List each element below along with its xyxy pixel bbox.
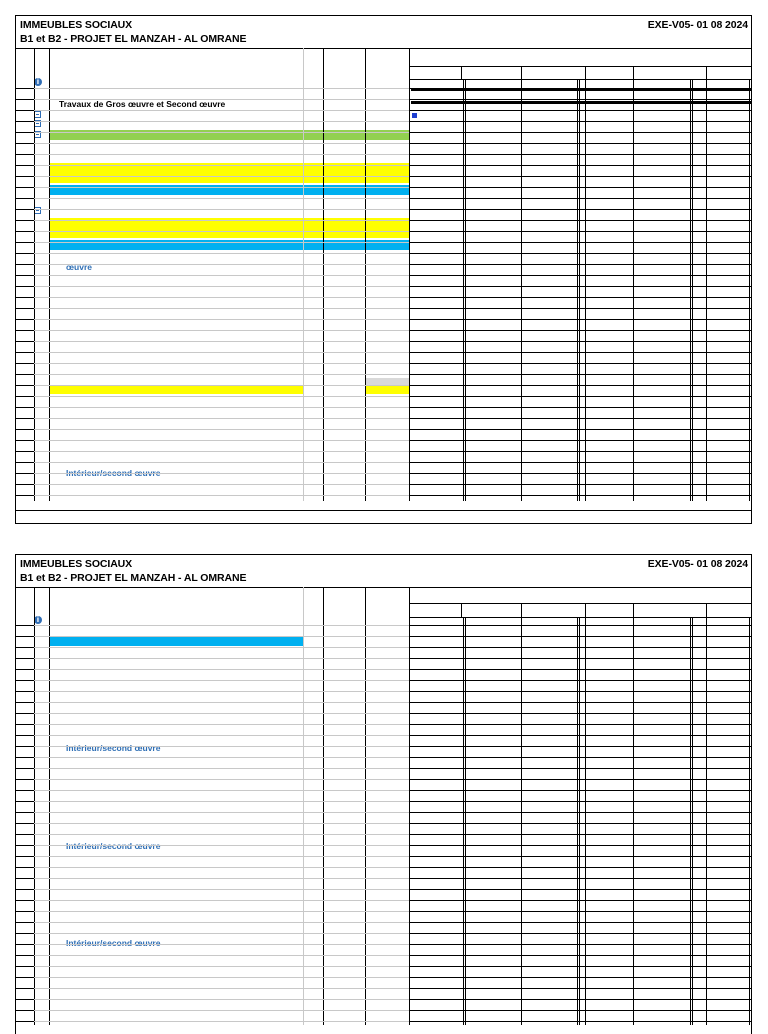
row-divider	[16, 724, 34, 725]
row-divider	[16, 220, 34, 221]
timeline-scale-tick	[585, 66, 586, 79]
timeline-column-line	[706, 617, 707, 1025]
row-divider	[34, 999, 409, 1000]
row-divider	[16, 396, 34, 397]
summary-bar	[411, 88, 751, 91]
row-divider	[409, 275, 751, 276]
row-divider	[34, 341, 409, 342]
row-divider	[409, 658, 751, 659]
row-divider	[34, 680, 409, 681]
section-title: Travaux de Gros œuvre et Second œuvre	[59, 99, 226, 109]
column-divider	[409, 587, 410, 1025]
column-divider	[49, 587, 50, 1025]
row-divider	[409, 823, 751, 824]
row-divider	[34, 220, 409, 221]
task-marker-icon	[412, 113, 417, 118]
row-divider	[409, 187, 751, 188]
row-divider	[409, 440, 751, 441]
row-divider	[16, 385, 34, 386]
row-divider	[16, 658, 34, 659]
timeline-column-line	[577, 617, 578, 1025]
row-divider	[409, 231, 751, 232]
timeline-column-line	[633, 617, 634, 1025]
row-divider	[34, 691, 409, 692]
row-divider	[409, 385, 751, 386]
row-divider	[34, 779, 409, 780]
row-divider	[16, 966, 34, 967]
row-divider	[409, 484, 751, 485]
row-divider	[34, 407, 409, 408]
row-divider	[16, 187, 34, 188]
row-divider	[34, 462, 409, 463]
row-divider	[16, 154, 34, 155]
column-divider	[303, 587, 304, 1025]
row-divider	[34, 823, 409, 824]
row-divider	[409, 99, 751, 100]
row-divider	[34, 88, 409, 89]
row-divider	[409, 669, 751, 670]
column-divider	[34, 587, 35, 1025]
row-divider	[34, 900, 409, 901]
row-divider	[16, 746, 34, 747]
row-divider	[16, 341, 34, 342]
row-divider	[409, 999, 751, 1000]
timeline-column-line	[749, 617, 750, 1025]
row-divider	[409, 1021, 751, 1022]
row-divider	[16, 647, 34, 648]
header-title-line1: IMMEUBLES SOCIAUX	[20, 558, 133, 570]
row-divider	[34, 198, 409, 199]
row-divider	[409, 451, 751, 452]
row-divider	[16, 275, 34, 276]
row-divider	[34, 473, 409, 474]
header-version: EXE-V05- 01 08 2024	[647, 19, 748, 31]
row-divider	[34, 451, 409, 452]
row-divider	[16, 253, 34, 254]
row-divider	[34, 352, 409, 353]
row-divider	[16, 264, 34, 265]
timeline-column-line	[751, 617, 752, 1025]
row-divider	[16, 856, 34, 857]
row-divider	[409, 900, 751, 901]
row-divider	[34, 988, 409, 989]
row-divider	[16, 429, 34, 430]
row-divider	[16, 933, 34, 934]
row-divider	[34, 669, 409, 670]
row-divider	[16, 319, 34, 320]
row-divider	[34, 121, 409, 122]
row-divider	[16, 977, 34, 978]
header-title-line1: IMMEUBLES SOCIAUX	[20, 19, 133, 31]
row-divider	[16, 286, 34, 287]
row-divider	[34, 308, 409, 309]
row-divider	[34, 99, 409, 100]
timeline-column-line	[690, 617, 691, 1025]
row-divider	[34, 625, 409, 626]
row-divider	[16, 297, 34, 298]
row-divider	[409, 834, 751, 835]
row-divider	[16, 1021, 34, 1022]
row-divider	[409, 154, 751, 155]
row-divider	[16, 198, 34, 199]
timeline-scale-tick	[521, 603, 522, 617]
row-divider	[34, 253, 409, 254]
row-divider	[409, 429, 751, 430]
row-divider	[16, 669, 34, 670]
row-divider	[16, 944, 34, 945]
row-divider	[34, 790, 409, 791]
row-divider	[34, 922, 409, 923]
row-divider	[34, 396, 409, 397]
row-divider	[16, 473, 34, 474]
row-divider	[34, 231, 409, 232]
row-divider	[16, 374, 34, 375]
row-divider	[34, 297, 409, 298]
info-icon[interactable]: i	[34, 78, 42, 86]
timeline-scale-tick	[706, 603, 707, 617]
row-divider	[16, 121, 34, 122]
row-divider	[16, 779, 34, 780]
row-divider	[409, 889, 751, 890]
row-divider	[16, 735, 34, 736]
timeline-column-line	[751, 79, 752, 501]
row-divider	[16, 143, 34, 144]
row-divider	[16, 88, 34, 89]
row-divider	[16, 889, 34, 890]
timeline-column-line	[463, 617, 464, 1025]
column-divider	[365, 587, 366, 1025]
timeline-scale-tick	[706, 66, 707, 79]
row-divider	[34, 187, 409, 188]
row-divider	[409, 132, 751, 133]
row-divider	[409, 933, 751, 934]
row-divider	[16, 900, 34, 901]
group-label-interieur: Intérieur/second œuvre	[66, 743, 161, 753]
row-divider	[409, 779, 751, 780]
row-divider	[16, 702, 34, 703]
row-divider	[409, 253, 751, 254]
row-divider	[409, 856, 751, 857]
timeline-scale-tick	[633, 603, 634, 617]
row-divider	[16, 801, 34, 802]
row-divider	[34, 154, 409, 155]
row-divider	[409, 977, 751, 978]
row-divider	[34, 845, 409, 846]
row-divider	[16, 834, 34, 835]
task-cell-yellow	[365, 386, 409, 394]
row-divider	[16, 636, 34, 637]
row-divider	[34, 878, 409, 879]
row-divider	[16, 231, 34, 232]
row-divider	[16, 625, 34, 626]
group-label-interieur: Intérieur/second œuvre	[66, 841, 161, 851]
row-divider	[409, 264, 751, 265]
row-divider	[409, 1010, 751, 1011]
row-divider	[16, 713, 34, 714]
row-divider	[34, 429, 409, 430]
row-divider	[409, 165, 751, 166]
row-divider	[16, 176, 34, 177]
row-divider	[34, 636, 409, 637]
row-divider	[409, 691, 751, 692]
row-divider	[34, 713, 409, 714]
timeline-scale-tick	[633, 66, 634, 79]
row-divider	[409, 966, 751, 967]
row-divider	[34, 746, 409, 747]
row-divider	[16, 1010, 34, 1011]
row-divider	[409, 911, 751, 912]
row-divider	[34, 319, 409, 320]
timeline-column-line	[521, 617, 522, 1025]
row-divider	[409, 801, 751, 802]
row-divider	[34, 911, 409, 912]
row-divider	[409, 878, 751, 879]
row-divider	[16, 484, 34, 485]
row-divider	[409, 407, 751, 408]
row-divider	[34, 165, 409, 166]
footer-divider	[16, 510, 751, 511]
row-divider	[16, 867, 34, 868]
row-divider	[16, 308, 34, 309]
row-divider	[34, 966, 409, 967]
row-divider	[16, 922, 34, 923]
row-divider	[16, 988, 34, 989]
timeline-scale-tick	[461, 66, 462, 79]
row-divider	[409, 341, 751, 342]
row-divider	[34, 110, 409, 111]
row-divider	[16, 955, 34, 956]
row-divider	[409, 636, 751, 637]
row-divider	[409, 812, 751, 813]
group-label-interieur: Intérieur/second œuvre	[66, 468, 161, 478]
row-divider	[409, 955, 751, 956]
row-divider	[34, 132, 409, 133]
row-divider	[34, 176, 409, 177]
gantt-page-2	[15, 554, 752, 1034]
row-divider	[34, 330, 409, 331]
row-divider	[16, 680, 34, 681]
row-divider	[34, 1010, 409, 1011]
timeline-column-line	[585, 617, 586, 1025]
timeline-column-line	[692, 617, 693, 1025]
info-icon[interactable]: i	[34, 616, 42, 624]
row-divider	[34, 143, 409, 144]
group-label-interieur: Intérieur/second œuvre	[66, 938, 161, 948]
row-divider	[34, 385, 409, 386]
group-label-oeuvre: œuvre	[66, 262, 92, 272]
row-divider	[34, 724, 409, 725]
row-divider	[409, 352, 751, 353]
row-divider	[16, 878, 34, 879]
row-divider	[34, 955, 409, 956]
row-divider	[409, 297, 751, 298]
row-divider	[409, 495, 751, 496]
row-divider	[16, 99, 34, 100]
row-divider	[34, 944, 409, 945]
row-divider	[34, 867, 409, 868]
header-title-line2: B1 et B2 - PROJET EL MANZAH - AL OMRANE	[20, 572, 247, 584]
outline-collapse-icon[interactable]	[34, 111, 41, 118]
row-divider	[409, 702, 751, 703]
row-divider	[409, 220, 751, 221]
row-divider	[16, 462, 34, 463]
row-divider	[34, 834, 409, 835]
row-divider	[409, 330, 751, 331]
task-row-yellow	[50, 218, 409, 238]
row-divider	[34, 889, 409, 890]
row-divider	[409, 198, 751, 199]
task-row-blue	[50, 636, 303, 646]
row-divider	[16, 823, 34, 824]
gantt-page-1	[15, 15, 752, 524]
row-divider	[16, 110, 34, 111]
row-divider	[34, 418, 409, 419]
row-divider	[409, 757, 751, 758]
row-divider	[409, 374, 751, 375]
timeline-header-divider	[409, 617, 751, 618]
row-divider	[34, 977, 409, 978]
row-divider	[34, 440, 409, 441]
row-divider	[34, 757, 409, 758]
row-divider	[16, 352, 34, 353]
header-title-line2: B1 et B2 - PROJET EL MANZAH - AL OMRANE	[20, 33, 247, 45]
row-divider	[409, 110, 751, 111]
row-divider	[34, 264, 409, 265]
row-divider	[409, 121, 751, 122]
row-divider	[409, 944, 751, 945]
row-divider	[409, 845, 751, 846]
timeline-scale-tick	[461, 603, 462, 617]
row-divider	[409, 176, 751, 177]
row-divider	[409, 319, 751, 320]
row-divider	[16, 209, 34, 210]
row-divider	[16, 440, 34, 441]
row-divider	[34, 484, 409, 485]
task-row-yellow	[50, 386, 303, 394]
timeline-column-line	[579, 617, 580, 1025]
row-divider	[34, 1021, 409, 1022]
row-divider	[34, 209, 409, 210]
header-version: EXE-V05- 01 08 2024	[647, 558, 748, 570]
row-divider	[409, 143, 751, 144]
row-divider	[409, 308, 751, 309]
row-divider	[409, 922, 751, 923]
row-divider	[16, 812, 34, 813]
row-divider	[409, 680, 751, 681]
row-divider	[34, 363, 409, 364]
row-divider	[34, 801, 409, 802]
column-divider	[323, 587, 324, 1025]
row-divider	[16, 363, 34, 364]
row-divider	[34, 242, 409, 243]
row-divider	[34, 812, 409, 813]
row-divider	[34, 374, 409, 375]
header-divider	[16, 48, 751, 49]
row-divider	[34, 933, 409, 934]
row-divider	[16, 132, 34, 133]
row-divider	[409, 768, 751, 769]
row-divider	[16, 845, 34, 846]
row-divider	[409, 418, 751, 419]
row-divider	[16, 495, 34, 496]
row-divider	[16, 999, 34, 1000]
row-divider	[16, 165, 34, 166]
row-divider	[34, 768, 409, 769]
row-divider	[409, 647, 751, 648]
row-divider	[16, 691, 34, 692]
row-divider	[16, 418, 34, 419]
row-divider	[34, 286, 409, 287]
row-divider	[409, 462, 751, 463]
row-divider	[16, 757, 34, 758]
row-divider	[34, 275, 409, 276]
row-divider	[409, 867, 751, 868]
row-divider	[409, 473, 751, 474]
row-divider	[16, 790, 34, 791]
row-divider	[34, 658, 409, 659]
summary-bar	[411, 101, 751, 104]
row-divider	[409, 286, 751, 287]
row-divider	[34, 702, 409, 703]
row-divider	[409, 713, 751, 714]
row-divider	[409, 363, 751, 364]
row-divider	[34, 735, 409, 736]
row-divider	[34, 856, 409, 857]
row-divider	[16, 451, 34, 452]
row-divider	[34, 647, 409, 648]
row-divider	[34, 495, 409, 496]
timeline-header-divider	[409, 79, 751, 80]
timeline-scale-tick	[585, 603, 586, 617]
header-divider	[16, 587, 751, 588]
timeline-scale-tick	[521, 66, 522, 79]
row-divider	[16, 768, 34, 769]
task-row-yellow	[50, 163, 409, 183]
row-divider	[409, 242, 751, 243]
timeline-column-line	[465, 617, 466, 1025]
row-divider	[16, 330, 34, 331]
row-divider	[409, 735, 751, 736]
row-divider	[16, 242, 34, 243]
row-divider	[409, 396, 751, 397]
row-divider	[409, 724, 751, 725]
row-divider	[409, 746, 751, 747]
row-divider	[409, 988, 751, 989]
row-divider	[16, 911, 34, 912]
row-divider	[16, 407, 34, 408]
row-divider	[409, 790, 751, 791]
row-divider	[409, 209, 751, 210]
row-divider	[409, 625, 751, 626]
